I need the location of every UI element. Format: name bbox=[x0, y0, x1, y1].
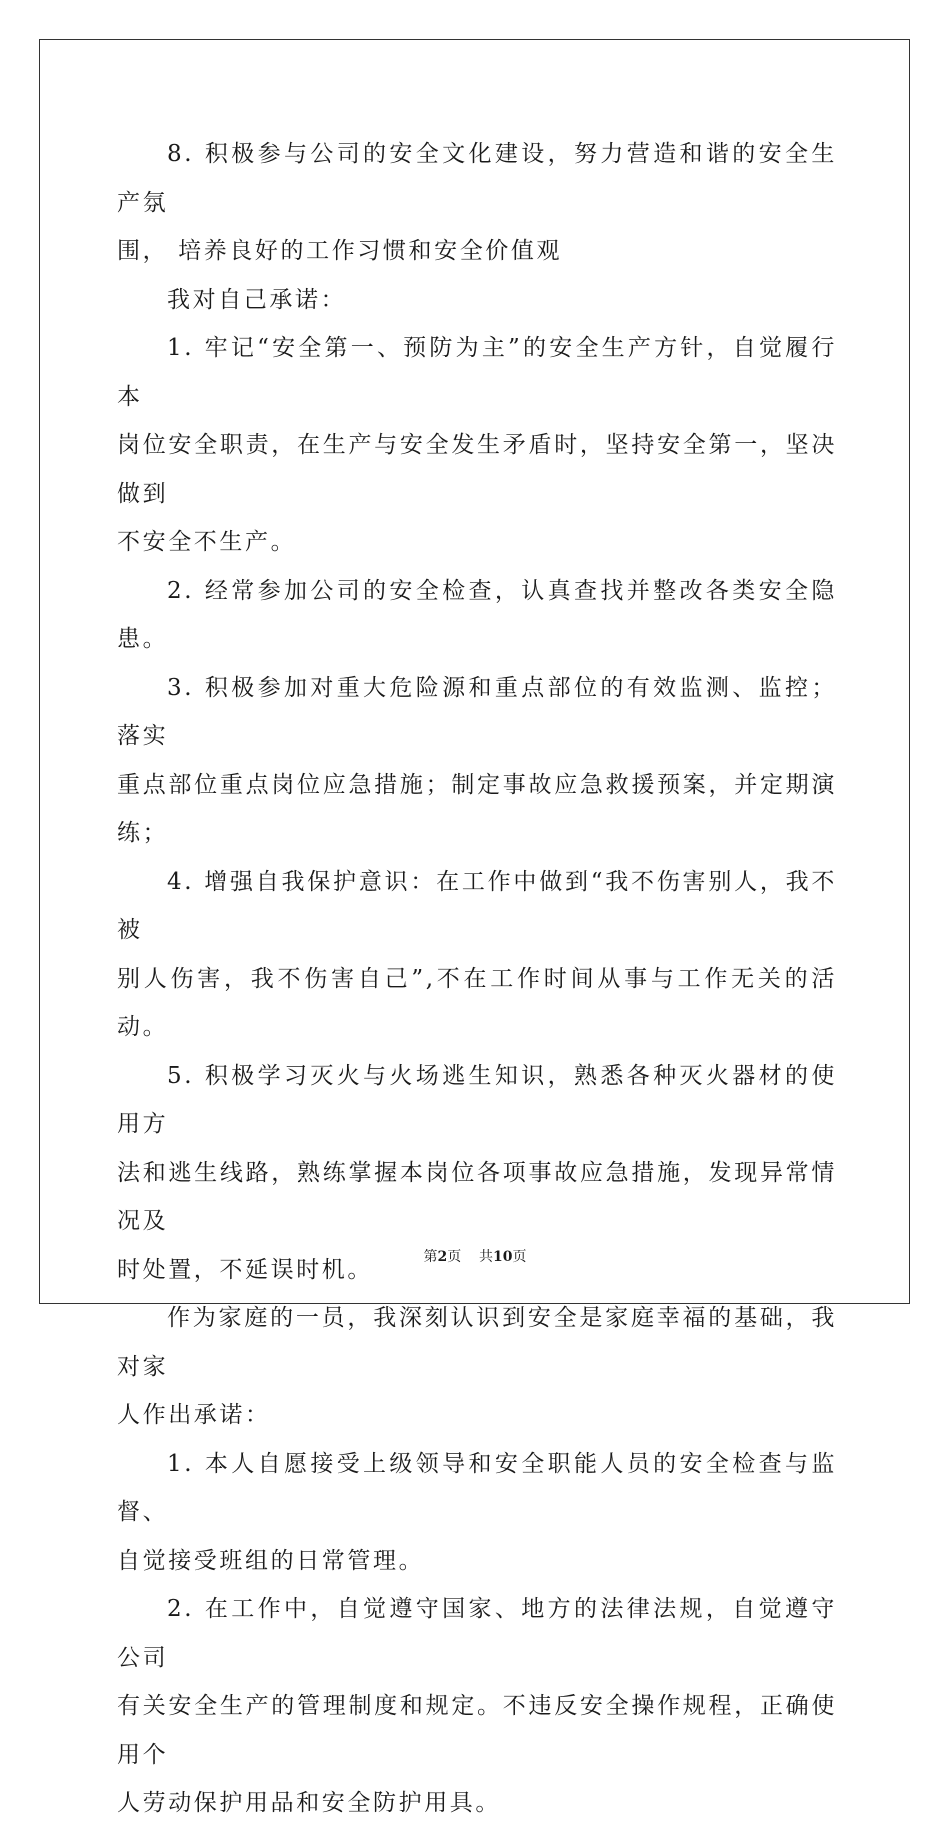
line: 1. 本人自愿接受上级领导和安全职能人员的安全检查与监督、 bbox=[117, 1450, 837, 1525]
paragraph-self-item-1 bbox=[117, 324, 837, 567]
line: 1. 牢记“安全第一、预防为主”的安全生产方针，自觉履行本 bbox=[117, 335, 837, 410]
line: 不安全不生产。 bbox=[117, 529, 297, 555]
paragraph-family-item-1 bbox=[117, 1440, 837, 1586]
line: 自觉接受班组的日常管理。 bbox=[117, 1547, 425, 1574]
page-suffix: 页 bbox=[447, 1249, 462, 1265]
total-pages: 10 bbox=[493, 1249, 513, 1265]
paragraph-self-item-3 bbox=[117, 664, 837, 858]
line: 5. 积极学习灭火与火场逃生知识，熟悉各种灭火器材的使用方 bbox=[117, 1062, 837, 1137]
document-body bbox=[117, 130, 837, 1828]
paragraph-family-item-2 bbox=[117, 1585, 837, 1828]
line: 人劳动保护用品和安全防护用具。 bbox=[117, 1790, 501, 1816]
paragraph-self-commitment-heading bbox=[117, 276, 837, 325]
line: 作为家庭的一员，我深刻认识到安全是家庭幸福的基础，我对家 bbox=[117, 1305, 837, 1380]
line: 2. 在工作中，自觉遵守国家、地方的法律法规，自觉遵守公司 bbox=[117, 1596, 837, 1671]
line: 时处置，不延误时机。 bbox=[117, 1256, 373, 1283]
line: 8. 积极参与公司的安全文化建设，努力营造和谐的安全生产氛 bbox=[117, 141, 837, 216]
line: 2. 经常参加公司的安全检查，认真查找并整改各类安全隐患。 bbox=[117, 577, 837, 652]
paragraph-family-commitment-heading bbox=[117, 1294, 837, 1440]
line: 重点部位重点岗位应急措施；制定事故应急救援预案，并定期演练； bbox=[117, 771, 837, 846]
line: 岗位安全职责，在生产与安全发生矛盾时，坚持安全第一，坚决做到 bbox=[117, 432, 837, 507]
paragraph-self-item-4 bbox=[117, 858, 837, 1052]
page-prefix: 第 bbox=[423, 1249, 438, 1265]
total-prefix: 共 bbox=[479, 1249, 494, 1265]
line: 人作出承诺： bbox=[117, 1402, 271, 1428]
page-footer bbox=[0, 1246, 950, 1266]
line: 我对自己承诺： bbox=[167, 286, 347, 313]
line: 法和逃生线路，熟练掌握本岗位各项事故应急措施，发现异常情况及 bbox=[117, 1159, 837, 1234]
total-suffix: 页 bbox=[512, 1249, 527, 1265]
line: 别人伤害，我不伤害自己”,不在工作时间从事与工作无关的活动。 bbox=[117, 965, 837, 1040]
paragraph-self-item-2 bbox=[117, 567, 837, 664]
line: 围， 培养良好的工作习惯和安全价值观 bbox=[117, 238, 563, 264]
paragraph-item-8 bbox=[117, 130, 837, 276]
page-number: 2 bbox=[437, 1249, 448, 1265]
line: 3. 积极参加对重大危险源和重点部位的有效监测、监控；落实 bbox=[117, 674, 837, 749]
line: 有关安全生产的管理制度和规定。不违反安全操作规程，正确使用个 bbox=[117, 1693, 837, 1768]
line: 4. 增强自我保护意识：在工作中做到“我不伤害别人，我不被 bbox=[117, 868, 837, 943]
